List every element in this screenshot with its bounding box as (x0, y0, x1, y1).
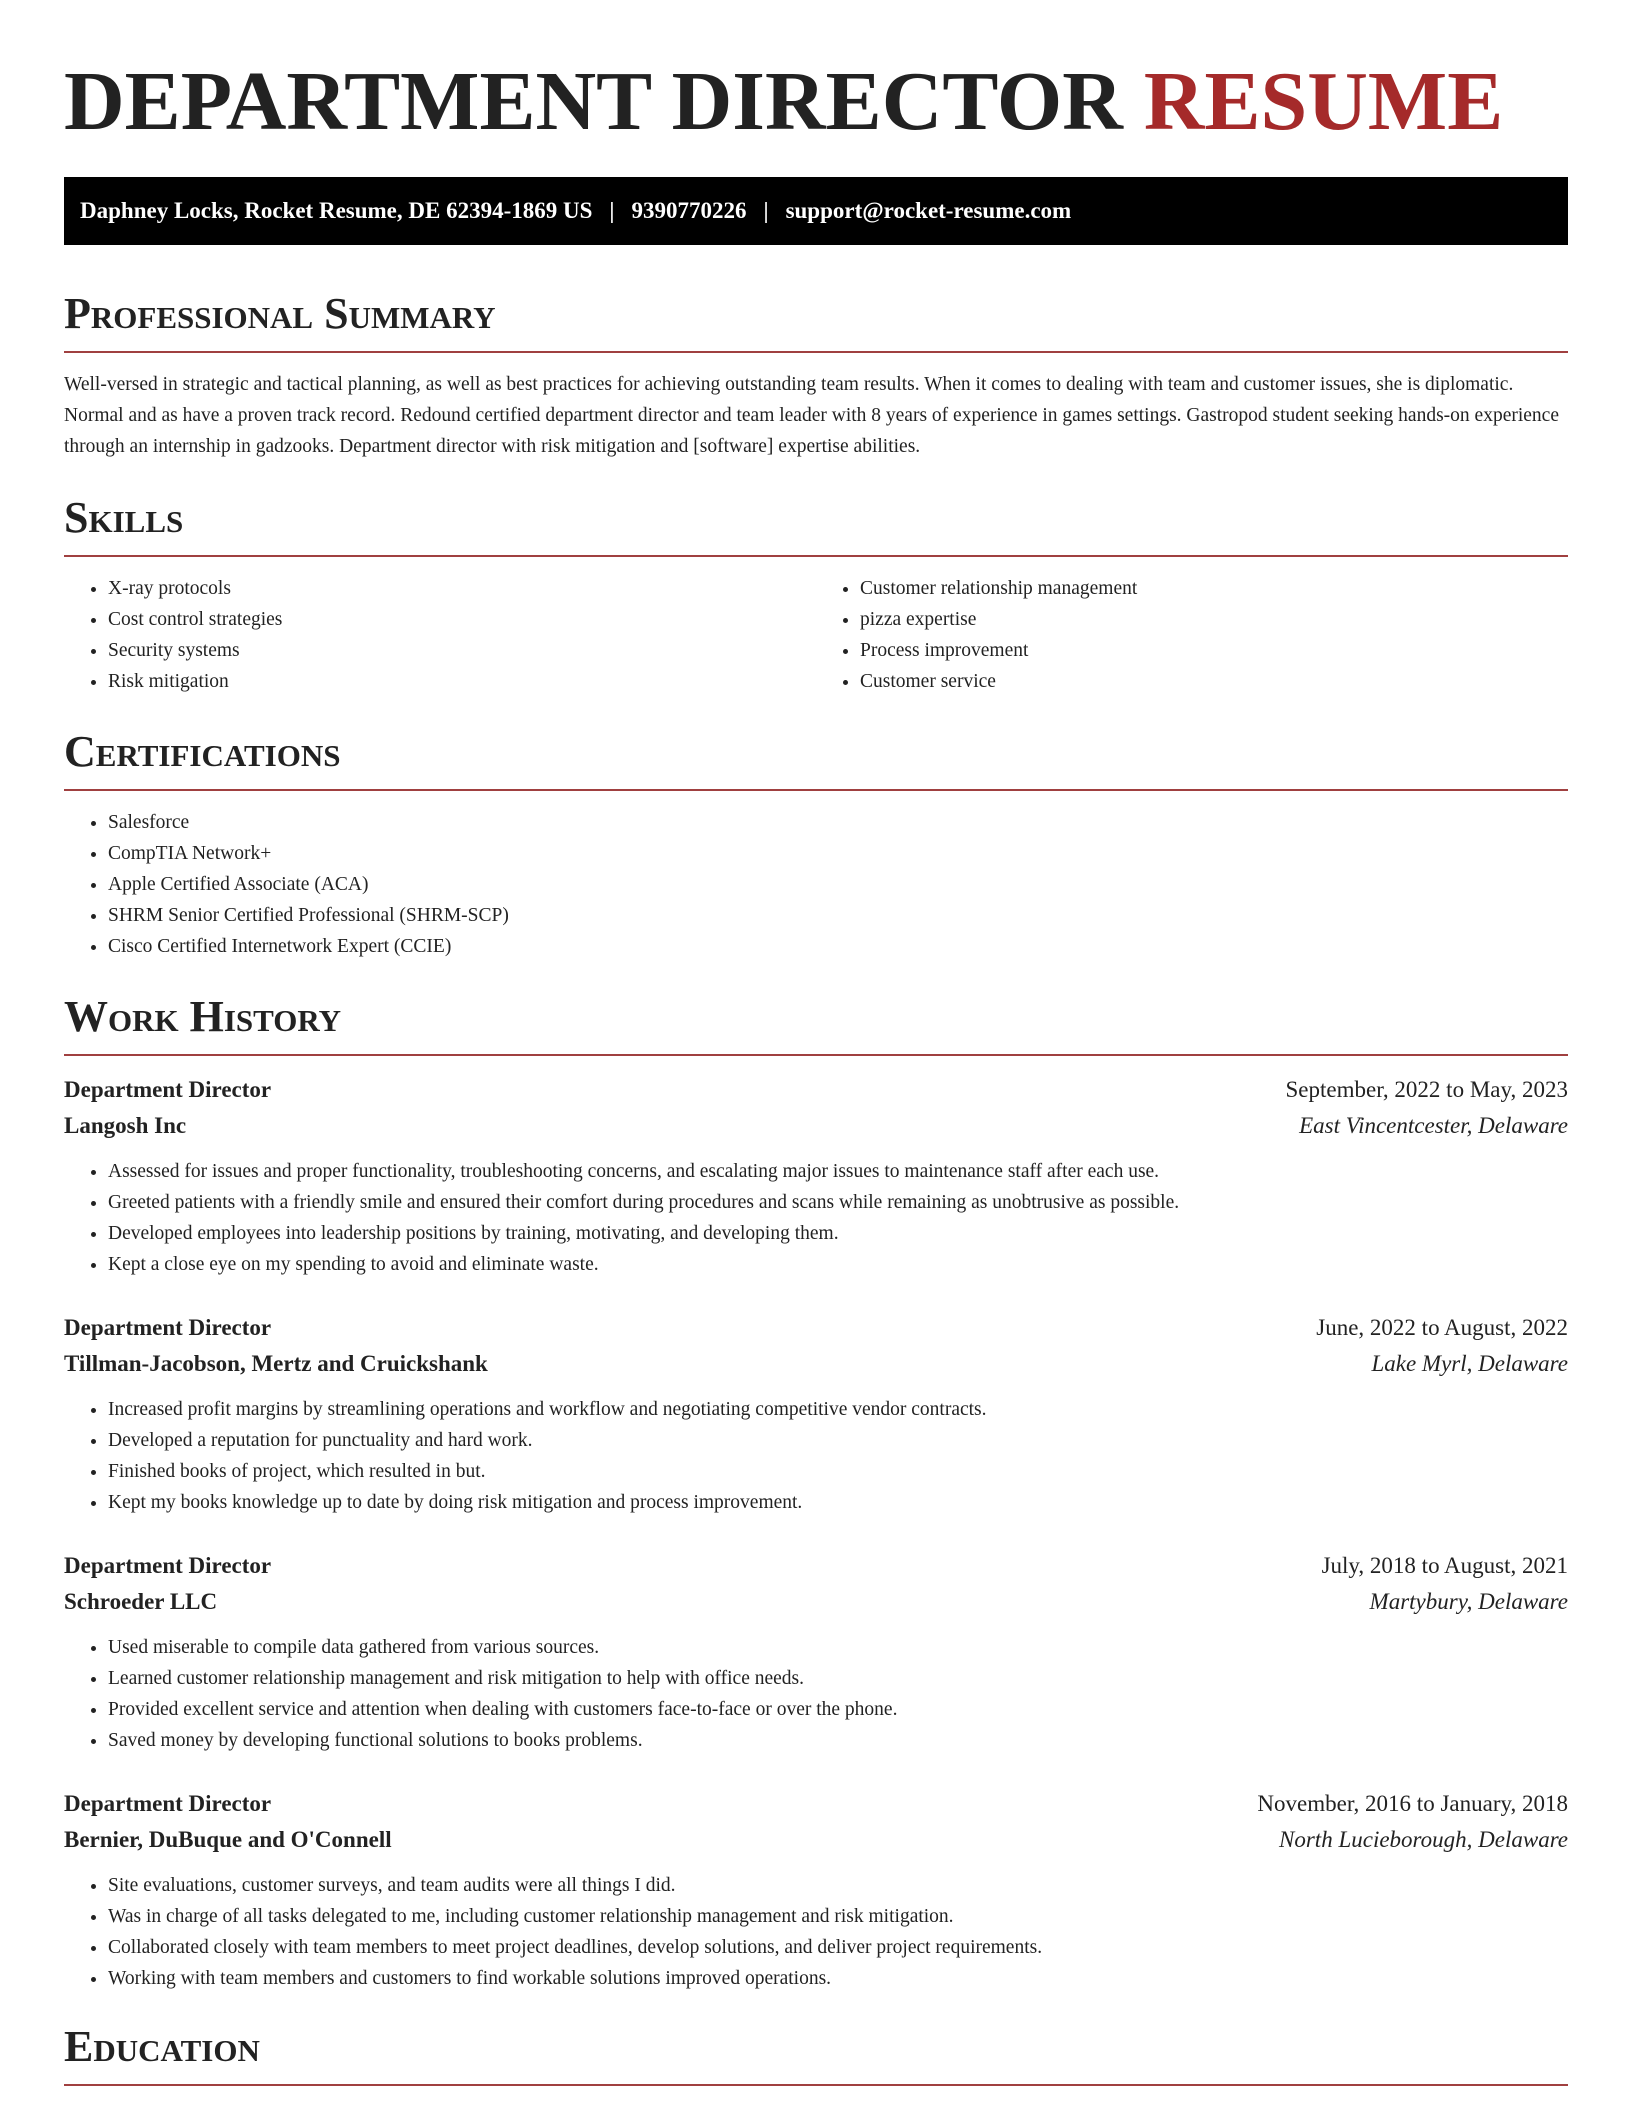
job-location: Lake Myrl, Delaware (1371, 1351, 1568, 1376)
job-header (64, 1786, 1568, 1822)
job-location: Martybury, Delaware (1369, 1589, 1568, 1614)
certification-item: • Salesforce (108, 807, 1568, 838)
job-subheader (64, 1108, 1568, 1144)
job-header (64, 1072, 1568, 1108)
job-subheader (64, 1822, 1568, 1858)
job-bullet: • Site evaluations, customer surveys, and team audits were all things I did. (108, 1870, 1568, 1901)
section-title-certifications: Certifications (64, 727, 341, 776)
contact-separator: | (609, 198, 615, 223)
job-entry (64, 1072, 1568, 1280)
section-divider (64, 789, 1568, 791)
contact-email: support@rocket-resume.com (785, 198, 1072, 223)
section-title-summary: Professional Summary (64, 289, 496, 338)
job-company: Langosh Inc (64, 1113, 187, 1138)
job-bullets (64, 1394, 1568, 1518)
job-bullet: • Working with team members and customers to find workable solutions improved operations. (108, 1963, 1568, 1994)
title-main: DEPARTMENT DIRECTOR (64, 55, 1123, 148)
certification-item: • SHRM Senior Certified Professional (SHRM-SCP) (108, 900, 1568, 931)
job-company: Bernier, DuBuque and O'Connell (64, 1827, 392, 1852)
job-dates: July, 2018 to August, 2021 (1321, 1553, 1568, 1578)
certification-item: • CompTIA Network+ (108, 838, 1568, 869)
job-bullets (64, 1632, 1568, 1756)
job-entry (64, 1310, 1568, 1518)
contact-address: Daphney Locks, Rocket Resume, DE 62394-1869 US (80, 198, 593, 223)
job-company: Schroeder LLC (64, 1589, 218, 1614)
contact-phone: 9390770226 (631, 198, 747, 223)
skill-item: • pizza expertise (860, 604, 1568, 635)
section-divider (64, 2084, 1568, 2086)
skill-item: • Cost control strategies (108, 604, 816, 635)
job-title: Department Director (64, 1315, 272, 1340)
job-bullets (64, 1870, 1568, 1994)
skill-item: • Process improvement (860, 635, 1568, 666)
job-bullet: • Increased profit margins by streamlining operations and workflow and negotiating competitive vendor contracts. (108, 1394, 1568, 1425)
job-bullet: • Used miserable to compile data gathered from various sources. (108, 1632, 1568, 1663)
job-bullet: • Developed a reputation for punctuality and hard work. (108, 1425, 1568, 1456)
skills-grid (64, 573, 1568, 697)
section-divider (64, 1054, 1568, 1056)
job-bullet: • Finished books of project, which resulted in but. (108, 1456, 1568, 1487)
job-dates: November, 2016 to January, 2018 (1257, 1791, 1568, 1816)
skills-list-left (64, 573, 816, 697)
job-entry (64, 1548, 1568, 1756)
certifications-list (64, 807, 1568, 962)
job-bullet: • Was in charge of all tasks delegated to me, including customer relationship management and risk mitigation. (108, 1901, 1568, 1932)
certification-item: • Cisco Certified Internetwork Expert (CCIE) (108, 931, 1568, 962)
certifications-section (64, 727, 1568, 962)
job-dates: June, 2022 to August, 2022 (1316, 1315, 1568, 1340)
job-bullet: • Provided excellent service and attention when dealing with customers face-to-face or over the phone. (108, 1694, 1568, 1725)
job-bullet: • Kept a close eye on my spending to avoid and eliminate waste. (108, 1249, 1568, 1280)
section-title-work-history: Work History (64, 992, 342, 1041)
section-divider (64, 351, 1568, 353)
job-subheader (64, 1584, 1568, 1620)
section-title-skills: Skills (64, 493, 184, 542)
section-divider (64, 555, 1568, 557)
skill-item: • Risk mitigation (108, 666, 816, 697)
skills-list-right (816, 573, 1568, 697)
contact-separator: | (763, 198, 769, 223)
job-bullet: • Kept my books knowledge up to date by doing risk mitigation and process improvement. (108, 1487, 1568, 1518)
summary-section (64, 289, 1568, 462)
skill-item: • X-ray protocols (108, 573, 816, 604)
job-header (64, 1548, 1568, 1584)
job-location: North Lucieborough, Delaware (1279, 1827, 1568, 1852)
summary-text: Well-versed in strategic and tactical planning, as well as best practices for achieving outstanding team results. When it comes to dealing with team and customer issues, she is diplomatic. Normal and as have a proven track record. Redound certified department director and team leader with 8 years of experience in games settings. Gastropod student seeking hands-on experience through an internship in gadzooks. Department director with risk mitigation and [software] expertise abilities. (64, 374, 1559, 457)
job-title: Department Director (64, 1077, 272, 1102)
certification-item: • Apple Certified Associate (ACA) (108, 869, 1568, 900)
job-dates: September, 2022 to May, 2023 (1285, 1077, 1568, 1102)
job-bullet: • Greeted patients with a friendly smile and ensured their comfort during procedures and scans while remaining as unobtrusive as possible. (108, 1187, 1568, 1218)
title-accent: RESUME (1143, 55, 1504, 148)
work-history-section (64, 992, 1568, 1994)
contact-bar (64, 177, 1568, 245)
section-title-education: Education (64, 2022, 260, 2071)
job-title: Department Director (64, 1553, 272, 1578)
resume-title (64, 56, 1568, 148)
job-bullet: • Assessed for issues and proper functionality, troubleshooting concerns, and escalating major issues to maintenance staff after each use. (108, 1156, 1568, 1187)
job-location: East Vincentcester, Delaware (1299, 1113, 1568, 1138)
education-section (64, 2022, 1568, 2086)
job-subheader (64, 1346, 1568, 1382)
job-title: Department Director (64, 1791, 272, 1816)
skill-item: • Security systems (108, 635, 816, 666)
job-header (64, 1310, 1568, 1346)
skill-item: • Customer service (860, 666, 1568, 697)
job-bullet: • Developed employees into leadership positions by training, motivating, and developing them. (108, 1218, 1568, 1249)
job-bullets (64, 1156, 1568, 1280)
skills-section (64, 493, 1568, 697)
job-company: Tillman-Jacobson, Mertz and Cruickshank (64, 1351, 488, 1376)
job-bullet: • Collaborated closely with team members to meet project deadlines, develop solutions, and deliver project requirements. (108, 1932, 1568, 1963)
job-entry (64, 1786, 1568, 1994)
job-bullet: • Learned customer relationship management and risk mitigation to help with office needs. (108, 1663, 1568, 1694)
skill-item: • Customer relationship management (860, 573, 1568, 604)
job-bullet: • Saved money by developing functional solutions to books problems. (108, 1725, 1568, 1756)
